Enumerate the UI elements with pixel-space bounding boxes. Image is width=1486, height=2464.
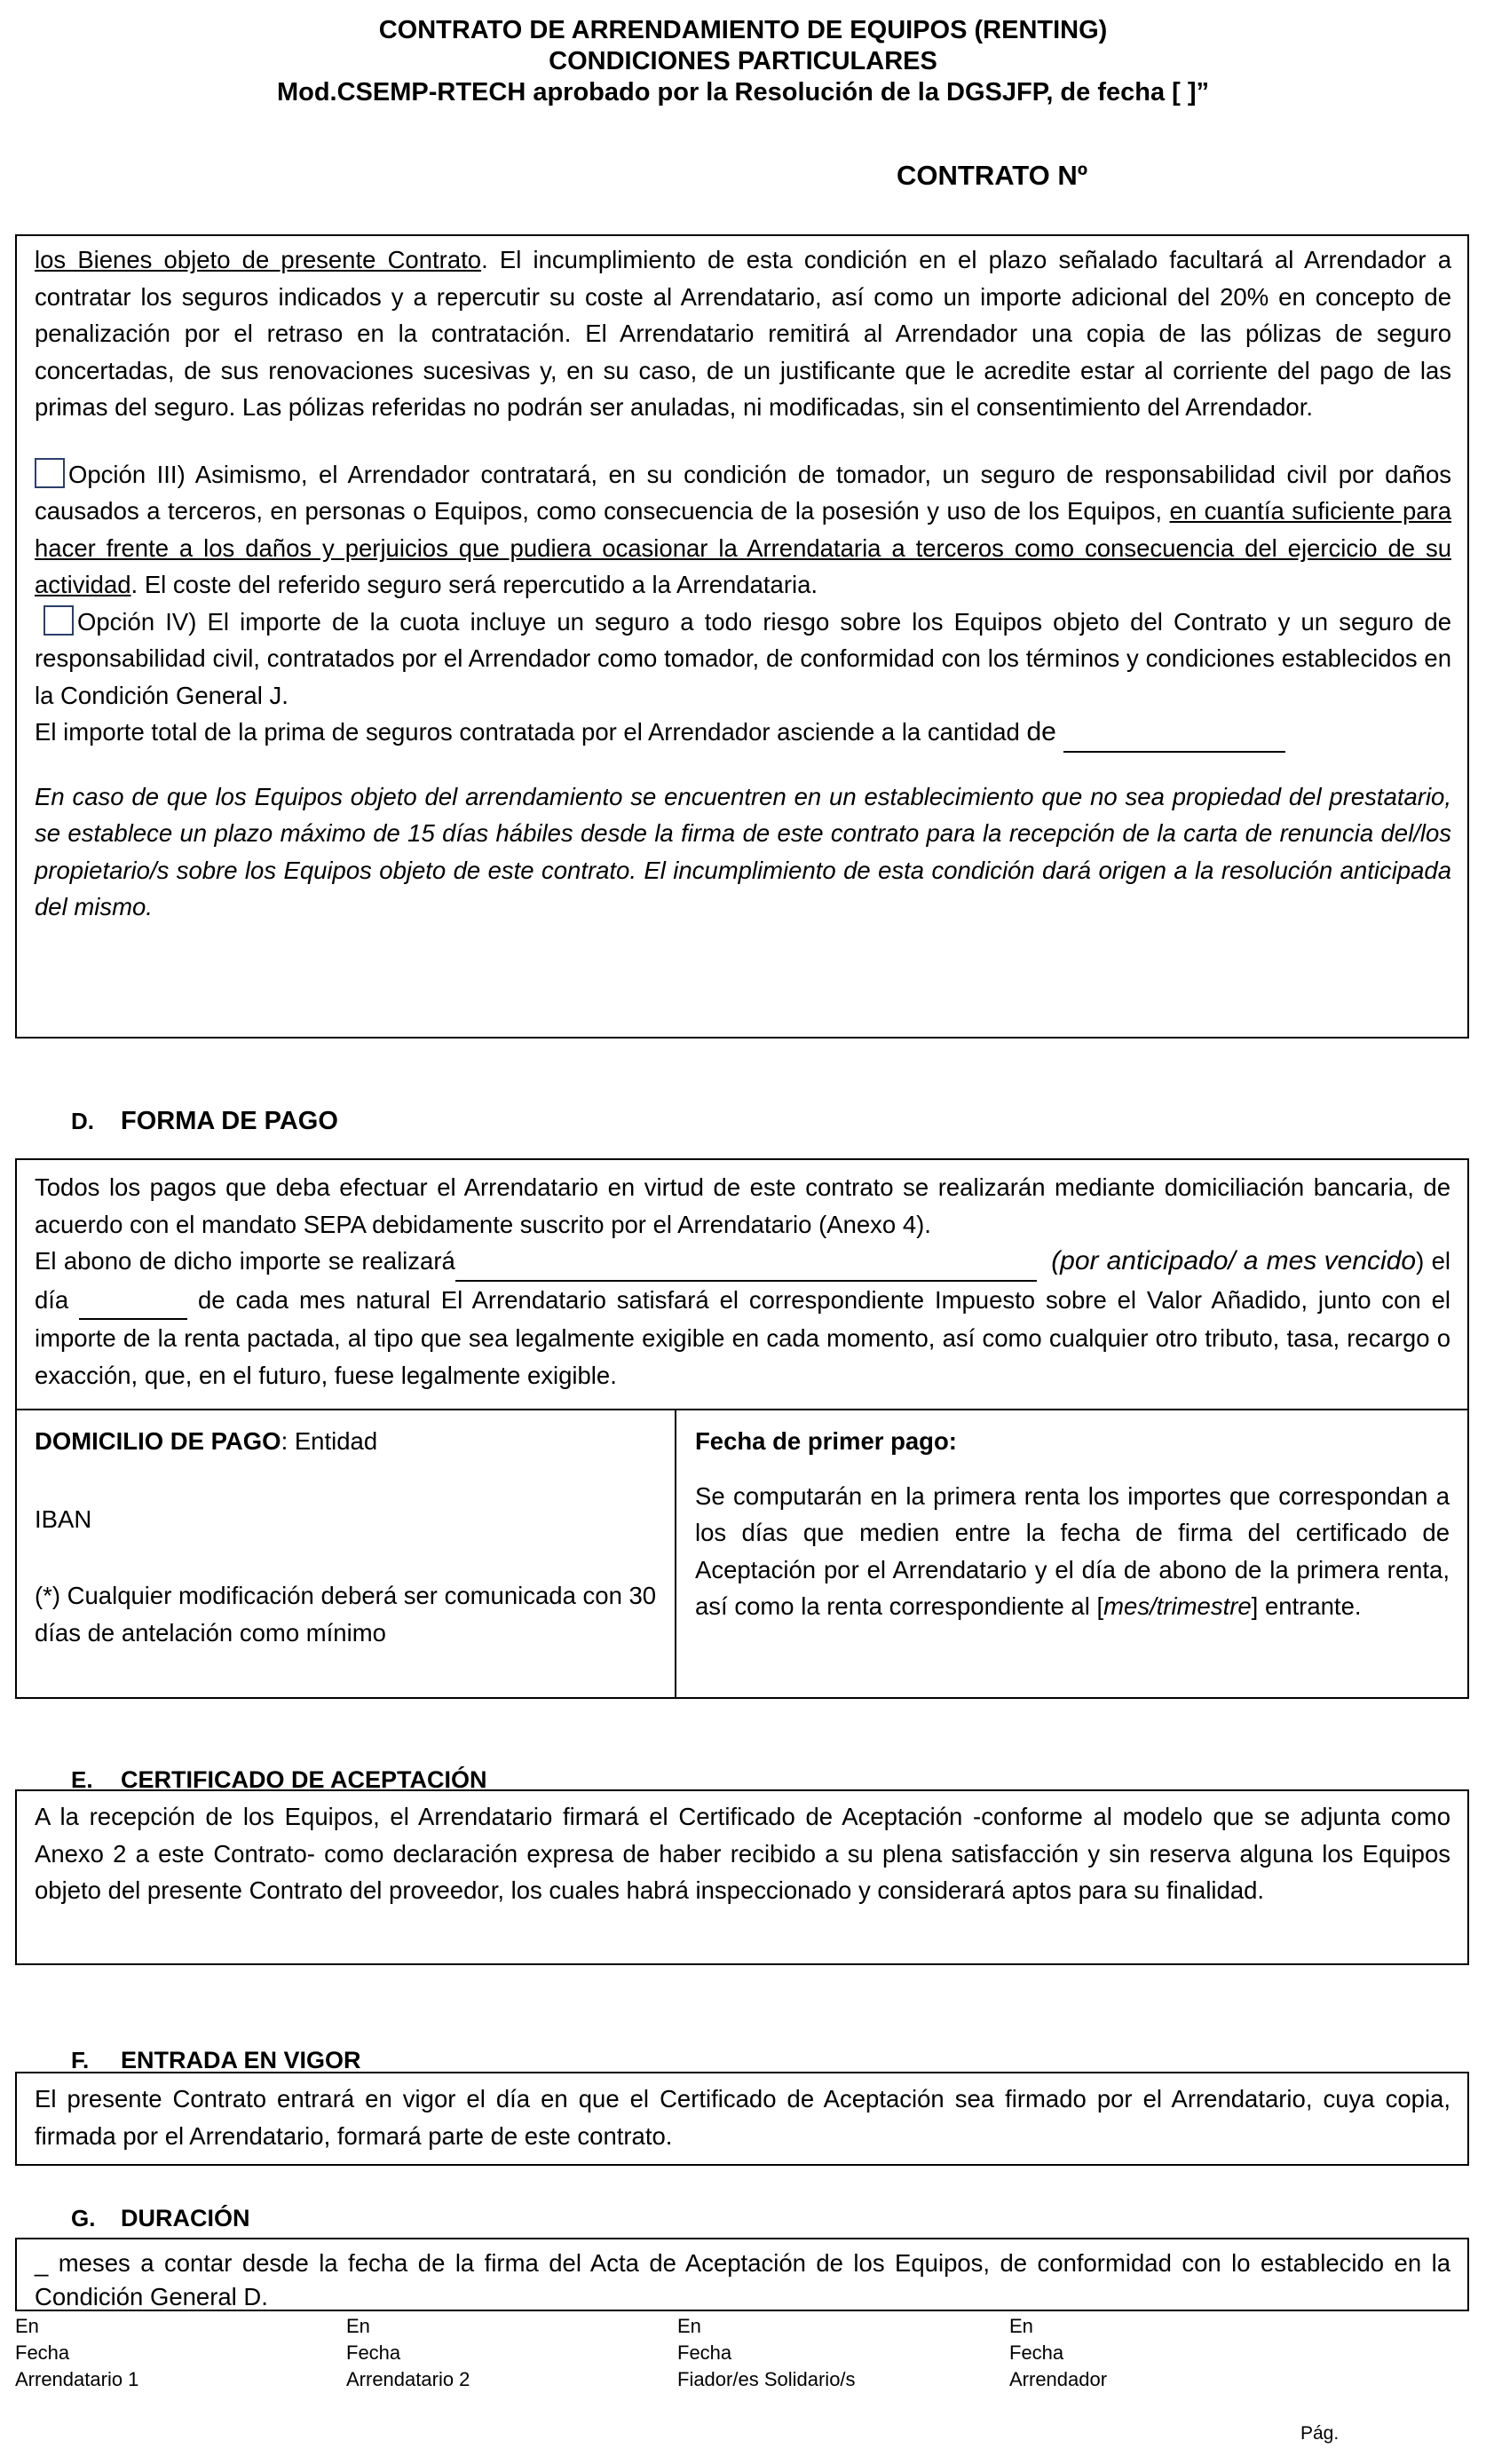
- contract-number-label: CONTRATO Nº: [897, 160, 1088, 191]
- signature-block-arrendador: En Fecha Arrendador: [1009, 2315, 1108, 2390]
- insurance-underlined-start: los Bienes objeto de presente Contrato: [35, 246, 482, 273]
- option-3-checkbox[interactable]: [35, 458, 65, 488]
- page-number: Pág.: [1300, 2423, 1340, 2444]
- section-f-heading: F. ENTRADA EN VIGOR: [71, 2047, 361, 2073]
- option-4-paragraph: Opción IV) El importe de la cuota incluye un seguro a todo riesgo sobre los Equipos objeto del Contrato y un seguro de responsabilidad civil, contratados por el Arrendador como tomador, de conformidad con los términos y condiciones establecidos en la Condición General J.: [35, 604, 1451, 715]
- signature-block-arrendatario-1: En Fecha Arrendatario 1: [15, 2315, 139, 2390]
- payment-box: [15, 1158, 1469, 1410]
- option-4-checkbox[interactable]: [43, 605, 74, 636]
- section-e-heading: E. CERTIFICADO DE ACEPTACIÓN: [71, 1766, 487, 1793]
- signature-block-arrendatario-2: En Fecha Arrendatario 2: [346, 2315, 470, 2390]
- premium-amount-blank[interactable]: [1063, 714, 1285, 753]
- document-subtitle: CONDICIONES PARTICULARES: [549, 47, 937, 75]
- payment-day-blank[interactable]: [79, 1282, 187, 1321]
- model-reference: Mod.CSEMP-RTECH aprobado por la Resolución de la DGSJFP, de fecha [ ]”: [276, 78, 1210, 107]
- option-3-paragraph: Opción III) Asimismo, el Arrendador contratará, en su condición de tomador, un seguro de responsabilidad civil por daños causados a terceros, en personas o Equipos, como consecuencia de la posesión y uso de los Equipos, en cuantía suficiente para hacer frente a los daños y perjuicios que pudiera ocasionar la Arrendataria a terceros como consecuencia del ejercicio de su actividad. El coste del referido seguro será repercutido a la Arrendataria.: [35, 456, 1451, 604]
- option-3-underlined: en cuantía suficiente para hacer frente a los daños y perjuicios que pudiera ocasionar la Arrendataria a terceros como consecuencia del ejercicio de su actividad: [35, 497, 1452, 598]
- payment-timing-blank[interactable]: [455, 1243, 1037, 1282]
- acceptance-box: [15, 1789, 1469, 1965]
- section-g-heading: G. DURACIÓN: [71, 2205, 250, 2231]
- signature-block-fiador: En Fecha Fiador/es Solidario/s: [677, 2315, 856, 2390]
- insurance-box: [15, 234, 1469, 1039]
- modification-note: (*) Cualquier modificación deberá ser comunicada con 30 días de antelación como mínimo: [35, 1582, 657, 1647]
- section-d-heading: D. FORMA DE PAGO: [71, 1107, 338, 1135]
- first-payment-text: Se computarán en la primera renta los importes que correspondan a los días que medien entre la fecha de firma del certificado de Aceptación por el Arrendatario y el día de abono de la primera renta, así como la renta correspondiente al [mes/trimestre] entrante.: [695, 1481, 1450, 1620]
- payment-paragraph-1: Todos los pagos que deba efectuar el Arrendatario en virtud de este contrato se realizarán mediante domiciliación bancaria, de acuerdo con el mandato SEPA debidamente suscrito por el Arrendatario (Anexo 4).: [35, 1173, 1450, 1238]
- effective-date-box: [15, 2072, 1469, 2166]
- first-payment-cell: [676, 1410, 1467, 1697]
- first-payment-label: Fecha de primer pago:: [695, 1427, 957, 1455]
- premium-total: El importe total de la prima de seguros contratada por el Arrendador asciende a la cantidad de: [35, 714, 1451, 753]
- effective-date-text: El presente Contrato entrará en vigor el día en que el Certificado de Aceptación sea firmado por el Arrendatario, cuya copia, firmada por el Arrendatario, formará parte de este contrato.: [35, 2085, 1450, 2150]
- payment-domicile-cell: DOMICILIO DE PAGO: Entidad IBAN (*) Cualquier modificación deberá ser comunicada con 30 días de antelación como mínimo: [17, 1410, 676, 1697]
- payment-domicile-label: DOMICILIO DE PAGO: [35, 1427, 281, 1455]
- payment-paragraph-2: El abono de dicho importe se realizará (por anticipado/ a mes vencido) el día de cada mes natural El Arrendatario satisfará el correspondiente Impuesto sobre el Valor Añadido, junto con el importe de la renta pactada, al tipo que sea legalmente exigible en cada momento, así como cualquier otro tributo, tasa, recargo o exacción, que, en el futuro, fuese legalmente exigible.: [35, 1243, 1450, 1394]
- duration-box: [15, 2238, 1469, 2311]
- italic-note: En caso de que los Equipos objeto del arrendamiento se encuentren en un establecimiento que no sea propiedad del prestatario, se establece un plazo máximo de 15 días hábiles desde la firma de este contrato para la recepción de la carta de renuncia del/los propietario/s sobre los Equipos objeto de este contrato. El incumplimiento de esta condición dará origen a la resolución anticipada del mismo.: [35, 782, 1451, 920]
- document-title: CONTRATO DE ARRENDAMIENTO DE EQUIPOS (RENTING): [378, 16, 1108, 44]
- duration-text: _ meses a contar desde la fecha de la firma del Acta de Aceptación de los Equipos, de conformidad con lo establecido en la Condición General D.: [35, 2249, 1450, 2310]
- iban-label: IBAN: [35, 1504, 92, 1533]
- insurance-paragraph: los Bienes objeto de presente Contrato. El incumplimiento de esta condición en el plazo señalado facultará al Arrendador a contratar los seguros indicados y a repercutir su coste al Arrendatario, así como un importe adicional del 20% en concepto de penalización por el retraso en la contratación. El Arrendatario remitirá al Arrendador una copia de las pólizas de seguro concertadas, de sus renovaciones sucesivas y, en su caso, de un justificante que le acredite estar al corriente del pago de las primas del seguro. Las pólizas referidas no podrán ser anuladas, ni modificadas, sin el consentimiento del Arrendador.: [35, 246, 1452, 421]
- payment-details-table: [15, 1409, 1469, 1699]
- acceptance-text: A la recepción de los Equipos, el Arrendatario firmará el Certificado de Aceptación -conforme al modelo que se adjunta como Anexo 2 a este Contrato- como declaración expresa de haber recibido a su plena satisfacción y sin reserva alguna los Equipos objeto del presente Contrato del proveedor, los cuales habrá inspeccionado y considerará aptos para su finalidad.: [35, 1803, 1450, 1904]
